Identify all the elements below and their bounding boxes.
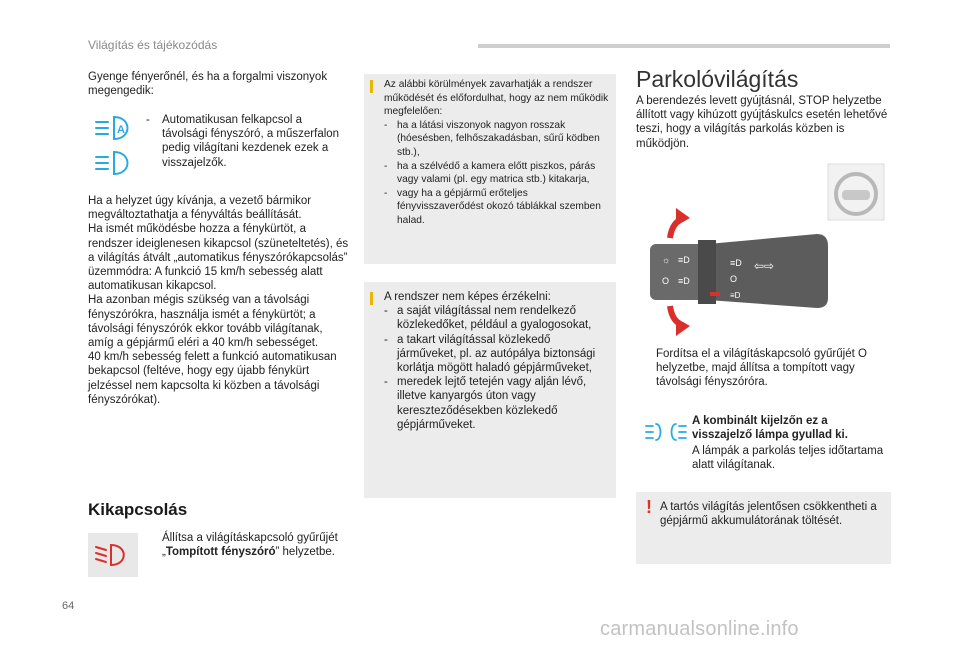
info1-item: - ha a látási viszonyok nagyon rosszak (hóesésben, felhőszakadásban, sűrű ködben stb.), [384,119,600,158]
svg-text:O: O [730,274,738,284]
info-box-text [384,290,610,432]
watermark: carmanualsonline.info [600,618,799,640]
battery-warning-box [636,492,891,564]
indicator-info [636,410,891,480]
main-paragraph: Ha a helyzet úgy kívánja, a vezető bármikor megváltoztathatja a fényváltás beállítását. Ha ismét működésbe hozza a fénykürtöt, a rendszer ideiglenesen kikapcsol (szüneteltetés), és a világítás átvált „automatikus fényszórókapcsolás” üzemmódra: A funkció 15 km/h sebesség alatt automatikusan kikapcsol. Ha azonban mégis szükség van a távolsági fényszórókra, használja ismét a fénykürtöt; a távolsági fényszórók ekkor tovább világítanak, amíg a gépjármű eléri a 40 km/h sebességet. 40 km/h sebesség felett a funkció automatikusan bekapcsol (feltéve, hogy egy újabb fénykürt jelzéssel nem kapcsolta ki közben a távolsági fényszórókat). [88,195,349,406]
info1-item: - ha a szélvédő a kamera előtt piszkos, párás vagy valami (pl. egy matrica stb.) kitakarja, [384,160,596,186]
info-box-detection [364,282,616,498]
high-beam-icon [88,150,146,186]
svg-text:≡D: ≡D [678,276,690,286]
parking-lights-heading: Parkolóvilágítás [636,66,799,92]
info-marker [370,292,373,305]
svg-text:☼: ☼ [662,255,671,265]
auto-high-beam-icon [88,113,146,149]
page-number: 64 [62,600,75,612]
svg-text:≡D: ≡D [730,258,742,268]
svg-text:A: A [117,124,125,136]
indicator-text: A lámpák a parkolás teljes időtartama alatt világítanak. [692,445,884,472]
info-marker [370,80,373,93]
section-title: Világítás és tájékozódás [88,38,218,52]
parking-lights-icon [644,418,688,448]
kikapcs-step: Állítsa a világításkapcsoló gyűrűjét „Tompított fényszóró” helyzetbe. [162,532,338,559]
info-box-text [384,78,610,228]
parking-paragraph: A berendezés levett gyújtásnál, STOP helyzetbe állított vagy kihúzott gyújtáskulcs esetén lehetővé teszi, hogy a világítás parkolás közben is működjön. [636,95,888,150]
info2-item: - meredek lejtő tetején vagy alján lévő, illetve kanyargós úton vagy kereszteződésekben közlekedő gépjárműveket. [384,376,587,431]
svg-text:≡D: ≡D [730,291,741,300]
svg-text:O: O [662,276,670,286]
info2-item: - a saját világítással nem rendelkező közlekedőket, például a gyalogosokat, [384,305,592,332]
info2-intro: A rendszer nem képes érzékelni: [384,291,551,303]
warning-icon: ! [646,497,652,517]
kikapcsolas-heading: Kikapcsolás [88,500,188,519]
indicator-bold: A kombinált kijelzőn ez a visszajelző lámpa gyullad ki. [692,415,848,442]
info-box-limitations [364,74,616,264]
svg-text:≡D: ≡D [678,255,690,265]
icon-item-dash: - [146,114,150,126]
step-text: Fordítsa el a világításkapcsoló gyűrűjét O helyzetbe, majd állítsa a tompított vagy távolsági fényszóróra. [656,348,867,389]
intro-paragraph: Gyenge fényerőnél, és ha a forgalmi viszonyok megengedik: [88,71,328,98]
info1-item: - vagy ha a gépjármű erőteljes fényvisszaverődést okozó táblákkal szemben halad. [384,187,601,226]
info1-intro: Az alábbi körülmények zavarhatják a rendszer működését és előfordulhat, hogy az nem működik megfelelően: [384,79,609,118]
info2-item: - a takart világítással közlekedő járműveket, pl. az autópálya biztonsági korlátja mögött haladó gépjárműveket, [384,333,596,375]
svg-text:⇦⇨: ⇦⇨ [754,259,775,273]
warning-text: A tartós világítás jelentősen csökkentheti a gépjármű akkumulátorának töltését. [660,501,877,528]
light-lever-illustration [642,158,890,338]
header-rule [478,44,890,48]
icon-item-text: Automatikusan felkapcsol a távolsági fényszóró, a műszerfalon pedig világítani kezdenek ezek a visszajelzők. [162,114,340,169]
low-beam-icon [88,533,138,577]
